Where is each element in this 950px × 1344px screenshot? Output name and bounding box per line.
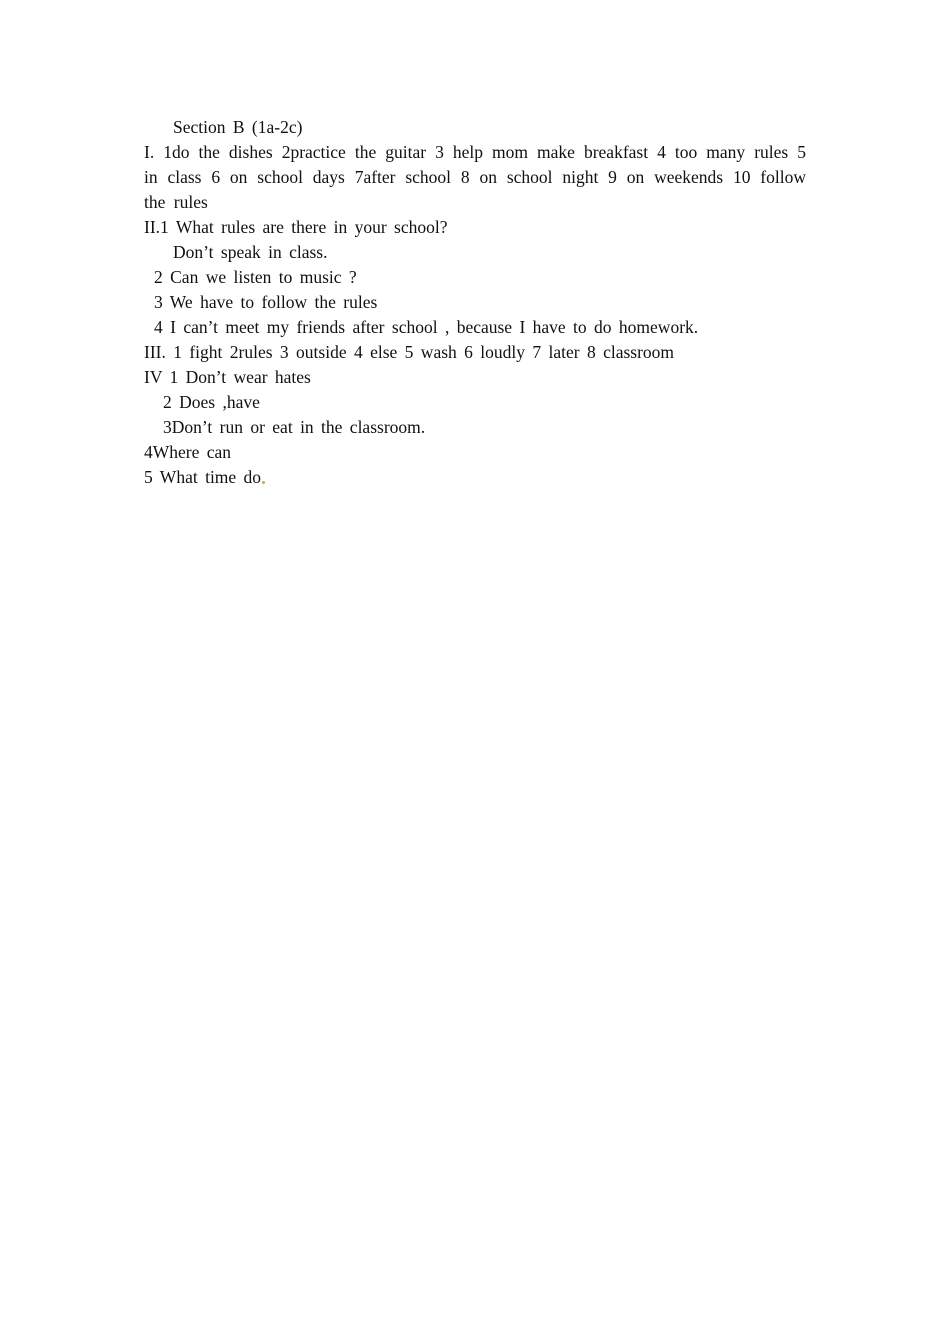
- part-4-answer-5: 5 What time do: [144, 467, 262, 487]
- part-3-answers: III. 1 fight 2rules 3 outside 4 else 5 wash 6 loudly 7 later 8 classroom: [144, 342, 675, 362]
- part-4-answer-5-row: [144, 465, 806, 490]
- part-2-question-1: II.1 What rules are there in your school?: [144, 217, 448, 237]
- part-2-question-4: 4 I can’t meet my friends after school , because I have to do homework.: [154, 317, 699, 337]
- part-4-answer-4: 4Where can: [144, 442, 232, 462]
- part-2-answer-1: Don’t speak in class.: [173, 242, 328, 262]
- part-4-answer-3: 3Don’t run or eat in the classroom.: [163, 417, 426, 437]
- part-4-answer-2: 2 Does ,have: [163, 392, 260, 412]
- section-title: Section B (1a-2c): [173, 117, 303, 137]
- part-1-answers: I. 1do the dishes 2practice the guitar 3 help mom make breakfast 4 too many rules 5 in class 6 on school days 7after school 8 on school night 9 on weekends 10 follow the rules: [144, 142, 806, 212]
- part-2-question-3: 3 We have to follow the rules: [154, 292, 378, 312]
- answer-key-text: [144, 115, 806, 490]
- ink-dot-mark: [262, 481, 265, 484]
- part-2-question-2: 2 Can we listen to music ?: [154, 267, 357, 287]
- part-4-answer-1: IV 1 Don’t wear hates: [144, 367, 311, 387]
